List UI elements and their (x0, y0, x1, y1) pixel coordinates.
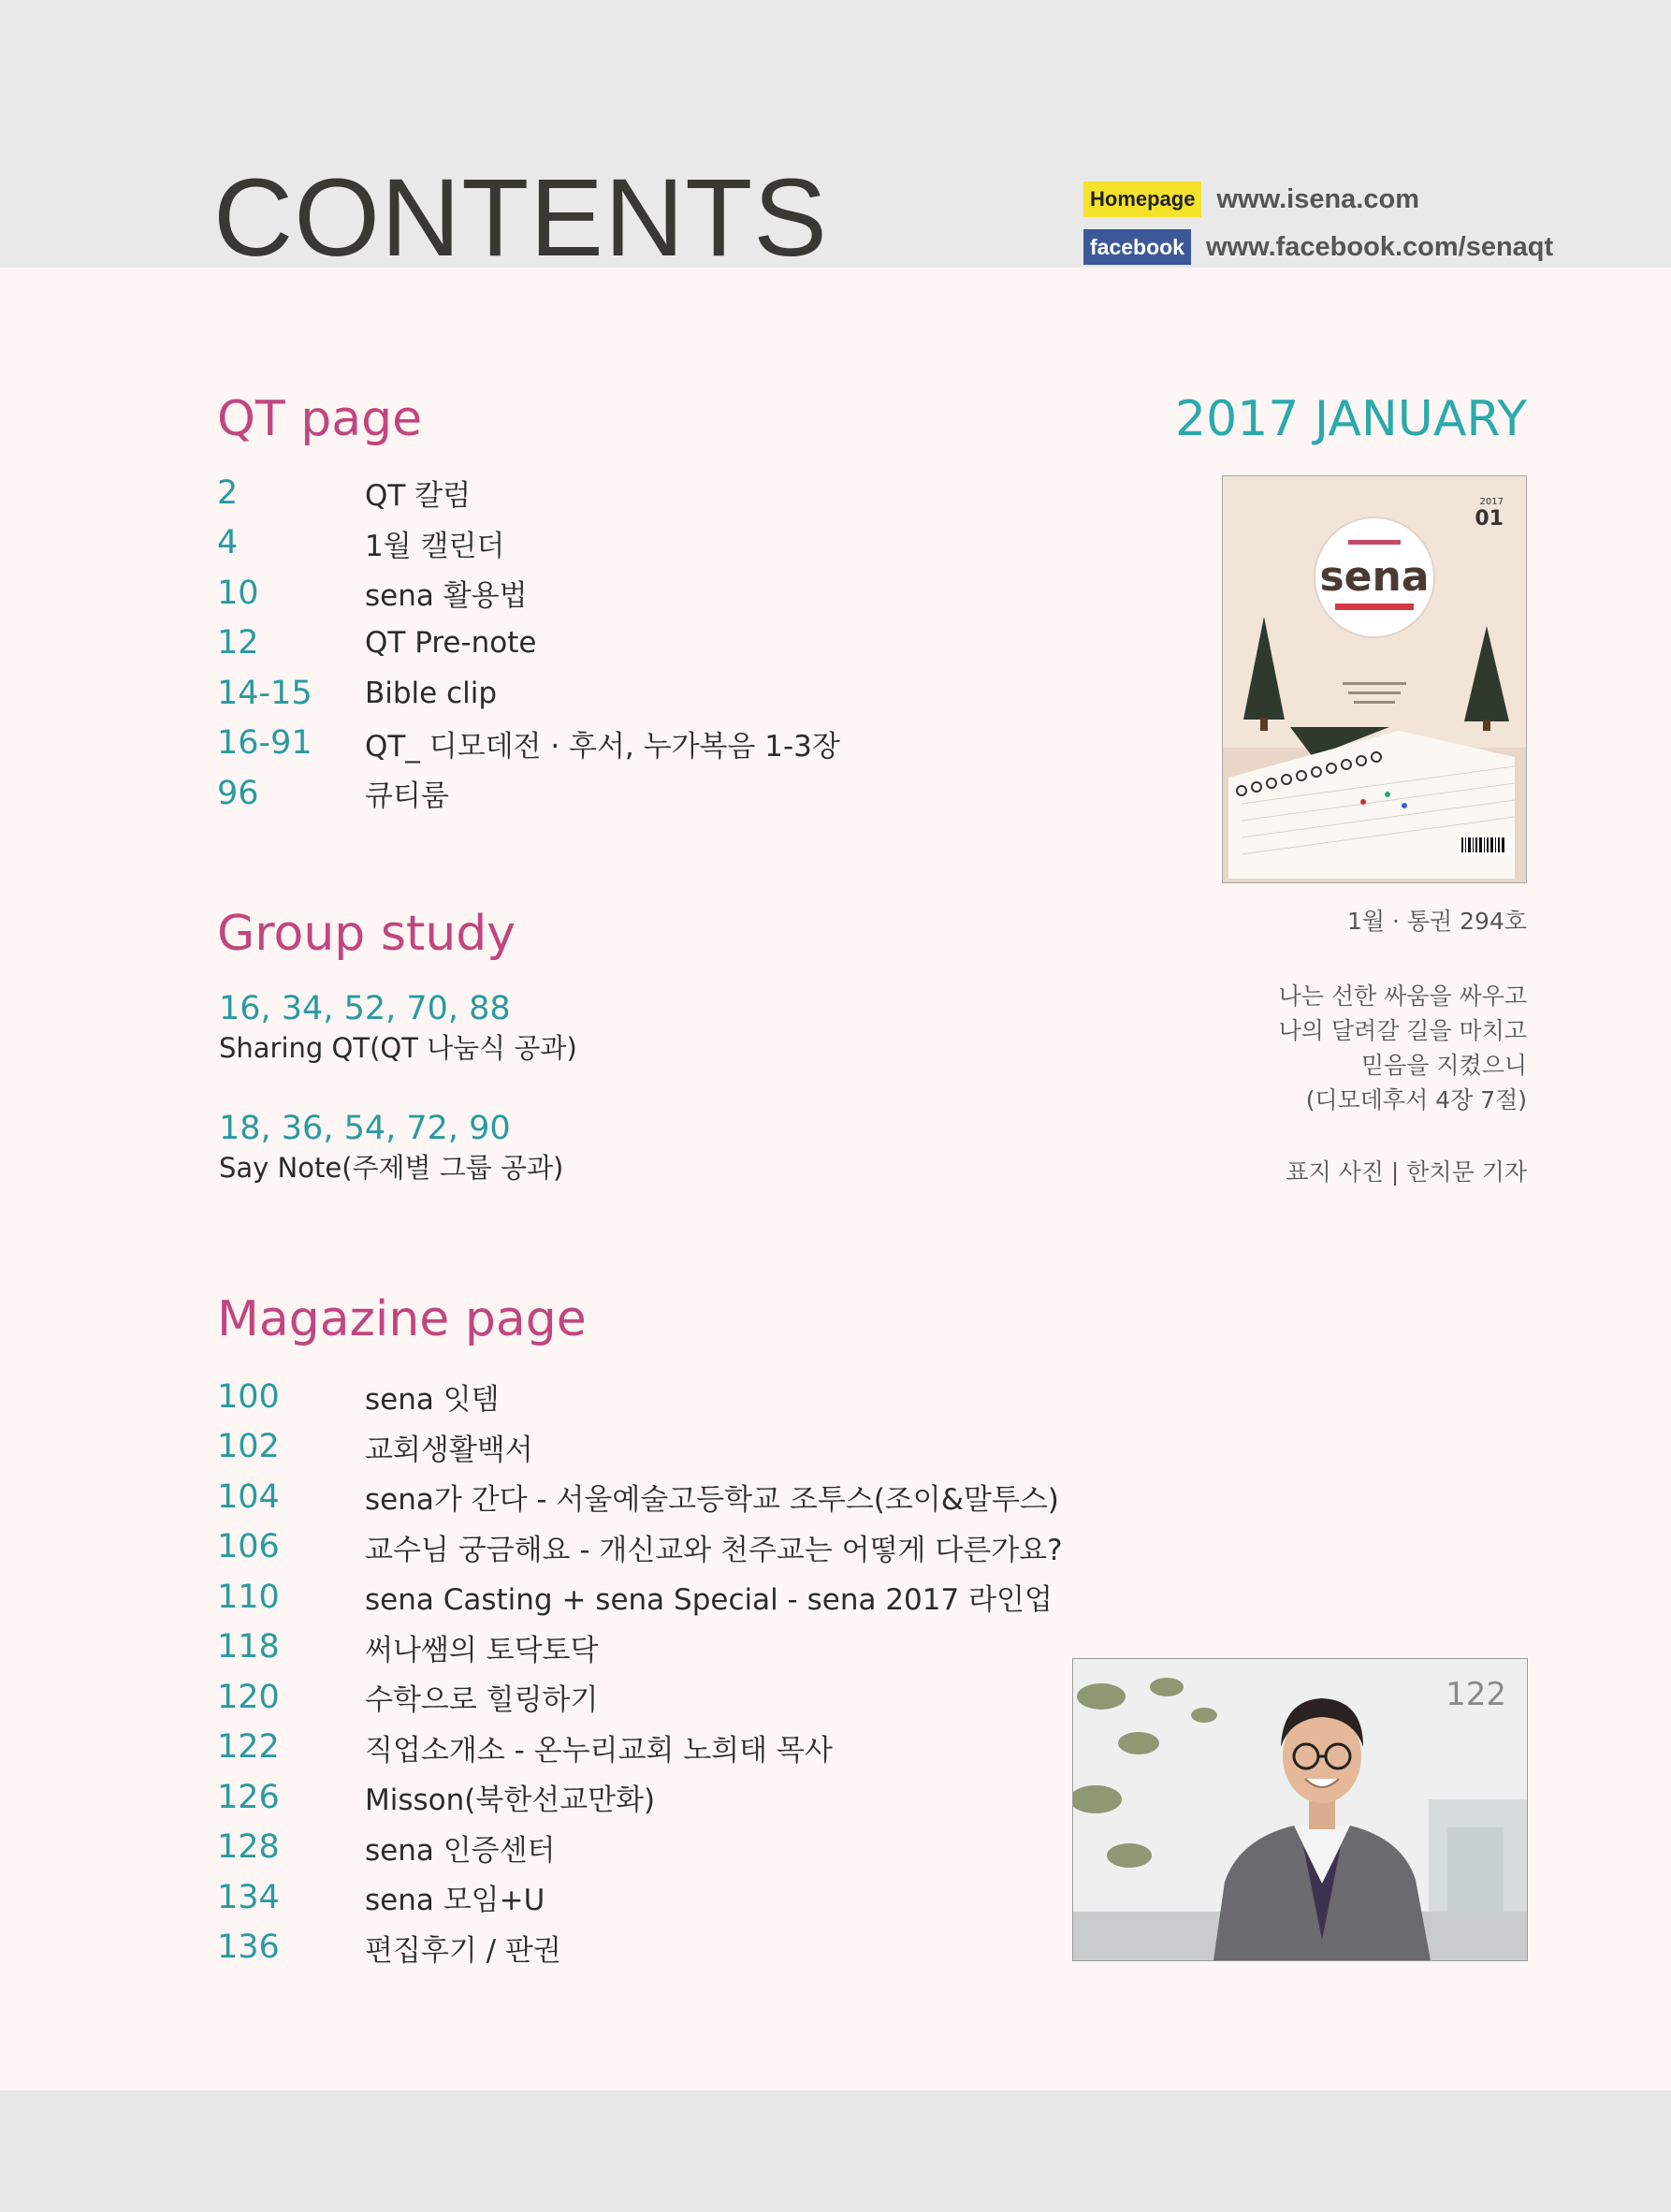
toc-page-number: 14-15 (217, 674, 312, 712)
list-item[interactable] (217, 768, 840, 819)
toc-page-number: 10 (217, 574, 259, 612)
issue-date: 2017 JANUARY (1175, 391, 1527, 447)
bottom-band (0, 2090, 1671, 2212)
verse-reference: (디모데후서 4장 7절) (1305, 1086, 1527, 1113)
toc-entry-title: 수학으로 힐링하기 (365, 1683, 599, 1718)
list-item[interactable] (217, 719, 840, 769)
toc-entry-title: Bible clip (365, 676, 498, 710)
group-study-say-note[interactable] (219, 1108, 563, 1186)
toc-page-number: 118 (217, 1628, 280, 1666)
qt-page-list (217, 468, 840, 819)
toc-page-number: 110 (217, 1578, 280, 1616)
toc-page-number: 104 (217, 1477, 280, 1516)
toc-entry-title: sena 잇템 (365, 1383, 500, 1418)
list-item[interactable] (217, 1872, 1063, 1923)
toc-page-number: 12 (217, 624, 259, 662)
facebook-badge: facebook (1083, 229, 1191, 265)
list-item[interactable] (217, 1522, 1063, 1573)
list-item[interactable] (217, 1572, 1063, 1623)
toc-entry-title: Misson(북한선교만화) (365, 1783, 656, 1818)
toc-entry-title: 교회생활백서 (365, 1433, 533, 1467)
toc-entry-title: sena 활용법 (365, 579, 528, 614)
toc-entry-title: 큐티룸 (365, 779, 449, 814)
list-item[interactable] (217, 1623, 1063, 1673)
list-item[interactable] (217, 1923, 1063, 1973)
homepage-badge: Homepage (1083, 182, 1201, 217)
homepage-url[interactable]: www.isena.com (1216, 183, 1419, 214)
toc-page-number: 4 (217, 524, 239, 562)
facebook-url[interactable]: www.facebook.com/senaqt (1205, 231, 1554, 262)
toc-entry-title: QT 칼럼 (365, 479, 472, 514)
verse-line: 나의 달려갈 길을 마치고 (1278, 1017, 1527, 1044)
toc-entry-title: 1월 캘린더 (365, 529, 505, 563)
verse-line: 나는 선한 싸움을 싸우고 (1278, 982, 1527, 1010)
photo-credit: 표지 사진 | 한치문 기자 (1286, 1158, 1527, 1186)
group-page-numbers: 18, 36, 54, 72, 90 (219, 1110, 511, 1147)
toc-entry-title: QT_ 디모데전 · 후서, 누가복음 1-3장 (365, 729, 840, 764)
cover-brand: sena (1319, 553, 1430, 601)
group-description: Sharing QT(QT 나눔식 공과) (219, 1032, 577, 1064)
toc-entry-title: 직업소개소 - 온누리교회 노희태 목사 (365, 1733, 833, 1768)
toc-entry-title: 편집후기 / 판권 (365, 1933, 561, 1968)
toc-page-number: 126 (217, 1778, 280, 1816)
toc-page-number: 120 (217, 1678, 280, 1716)
toc-page-number: 134 (217, 1878, 280, 1916)
toc-entry-title: sena Casting + sena Special - sena 2017 라인업 (365, 1583, 1053, 1618)
magazine-page-heading: Magazine page (217, 1291, 587, 1347)
list-item[interactable] (217, 1372, 1063, 1422)
list-item[interactable] (217, 1772, 1063, 1823)
qt-page-heading: QT page (217, 391, 423, 447)
cover-year: 2017 (1479, 497, 1504, 507)
homepage-link[interactable] (1083, 181, 1419, 218)
toc-entry-title: QT Pre-note (365, 626, 537, 661)
cover-month: 01 (1475, 507, 1504, 531)
cover-illustration (1223, 476, 1526, 882)
magazine-cover-image[interactable] (1222, 475, 1527, 883)
issue-number: 1월 · 통권 294호 (1346, 908, 1527, 935)
list-item[interactable] (217, 1672, 1063, 1723)
list-item[interactable] (217, 1723, 1063, 1773)
toc-entry-title: sena가 간다 - 서울예술고등학교 조투스(조이&말투스) (365, 1483, 1059, 1518)
feature-photo-card[interactable] (1072, 1658, 1528, 1961)
contents-title: CONTENTS (213, 156, 828, 280)
list-item[interactable] (217, 1823, 1063, 1873)
toc-entry-title: 교수님 궁금해요 - 개신교와 천주교는 어떻게 다른가요? (365, 1533, 1063, 1567)
feature-photo-page-number: 122 (1446, 1676, 1506, 1713)
toc-entry-title: sena 모임+U (365, 1884, 545, 1918)
toc-page-number: 2 (217, 473, 239, 512)
list-item[interactable] (217, 1472, 1063, 1522)
toc-page-number: 100 (217, 1377, 280, 1416)
list-item[interactable] (217, 468, 840, 518)
list-item[interactable] (217, 1422, 1063, 1473)
list-item[interactable] (217, 668, 840, 719)
group-description: Say Note(주제별 그룹 공과) (219, 1152, 564, 1184)
group-study-heading: Group study (217, 906, 516, 962)
toc-page-number: 96 (217, 774, 259, 812)
bible-verse (1279, 979, 1527, 1117)
list-item[interactable] (217, 518, 840, 569)
group-study-sharing[interactable] (219, 988, 577, 1067)
toc-page-number: 122 (217, 1728, 280, 1767)
toc-page-number: 136 (217, 1928, 280, 1967)
list-item[interactable] (217, 618, 840, 669)
facebook-link[interactable] (1083, 228, 1553, 266)
toc-entry-title: sena 인증센터 (365, 1833, 556, 1868)
toc-page-number: 16-91 (217, 724, 312, 763)
toc-entry-title: 써나쌤의 토닥토닥 (365, 1633, 599, 1667)
verse-line: 믿음을 지켰으니 (1361, 1052, 1527, 1079)
list-item[interactable] (217, 568, 840, 618)
magazine-page-list (217, 1372, 1063, 1972)
toc-page-number: 128 (217, 1828, 280, 1867)
toc-page-number: 106 (217, 1528, 280, 1566)
group-page-numbers: 16, 34, 52, 70, 88 (219, 990, 511, 1027)
toc-page-number: 102 (217, 1428, 280, 1466)
